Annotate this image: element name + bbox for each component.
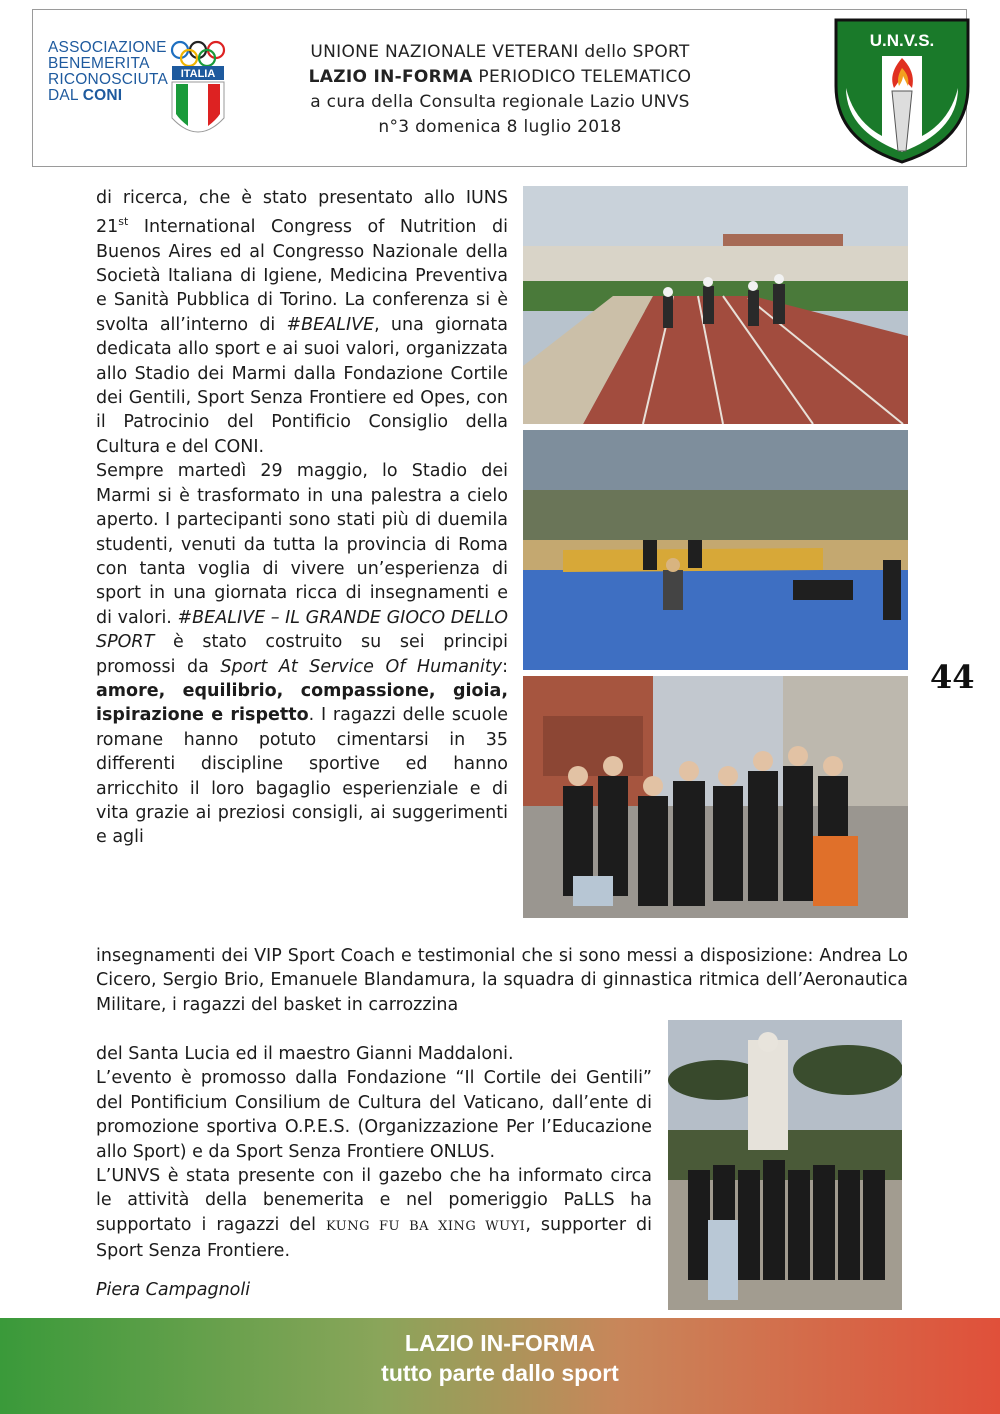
p2-part-b: è stato costruito su sei principi promossi da (96, 632, 508, 677)
article-paragraph-1 (96, 186, 508, 459)
footer-title: LAZIO IN-FORMA (404, 1330, 596, 1356)
coni-line-4 (48, 88, 168, 104)
header-line-2-bold: LAZIO IN-FORMA (308, 67, 473, 87)
photo-statue-group (668, 1020, 902, 1310)
article-full-width-text (96, 944, 908, 1017)
footer-subtitle: tutto parte dallo sport (381, 1360, 619, 1386)
p6-part-a: L’UNVS è stata presente con il gazebo che ha informato circa le attività della benemerita e nel pomeriggio PaLLS ha supportato i ragazzi del (96, 1166, 652, 1235)
article-column-text (96, 186, 508, 850)
p2-part-a: Sempre martedì 29 maggio, lo Stadio dei Marmi si è trasformato in una palestra a cielo aperto. I partecipanti sono stati più di duemila studenti, venuti da tutta la provincia di Roma con tanta voglia di vivere un’esperienza di sport in una giornata ricca di insegnamenti e di valori. (96, 461, 508, 628)
article-lower-text (96, 1042, 652, 1264)
p6-part-b: , supporter di Sport Senza Frontiere. (96, 1214, 652, 1262)
p1-part-b: International Congress of Nutrition di Buenos Aires ed al Congresso Nazionale della Società Italiana di Igiene, Medicina Preventiva e Sanità Pubblica di Torino. La conferenza si è svolta all’interno di (96, 217, 508, 335)
coni-line-1: ASSOCIAZIONE (48, 39, 167, 56)
header-line-2-rest: PERIODICO TELEMATICO (472, 67, 692, 87)
p2-part-d: . I ragazzi delle scuole romane hanno potuto cimentarsi in 35 differenti discipline sportive ed hanno arricchito il loro bagaglio esperienziale e di vita grazie ai preziosi consigli, ai suggerimenti e agli (96, 705, 508, 848)
p1-hashtag: #BEALIVE (286, 314, 375, 335)
coni-line-2: BENEMERITA (48, 55, 150, 72)
p2-italic-title: #BEALIVE – IL GRANDE GIOCO DELLO SPORT (96, 607, 508, 653)
p2-italic-org: Sport At Service Of Humanity (220, 656, 503, 677)
shield-label: U.N.V.S. (869, 31, 935, 50)
page-number: 44 (930, 658, 975, 696)
coni-line-4-bold: CONI (82, 87, 123, 104)
header-line-2 (250, 65, 750, 90)
header-title-block (250, 40, 750, 140)
article-signature: Piera Campagnoli (96, 1280, 251, 1300)
article-paragraph-3: insegnamenti dei VIP Sport Coach e testimonial che si sono messi a disposizione: Andrea Lo Cicero, Sergio Brio, Emanuele Blandamura, la squadra di ginnastica ritmica dell’Aeronautica Militare, i ragazzi del basket in carrozzina (96, 946, 908, 1015)
coni-badge-text: ITALIA (180, 68, 216, 80)
photo-running-track (523, 186, 908, 424)
article-paragraph-5: L’evento è promosso dalla Fondazione “Il Cortile dei Gentili” del Pontificium Consilium de Cultura del Vaticano, dall’ente di promozione sportiva O.P.E.S. (Organizzazione Per l’Educazione allo Sport) e da Sport Senza Frontiere ONLUS. (96, 1068, 652, 1162)
header-line-3: a cura della Consulta regionale Lazio UNVS (310, 92, 690, 112)
p1-part-a: di ricerca, che è stato presentato allo IUNS 21 (96, 188, 508, 238)
p2-bold-principles: amore, equilibrio, compassione, gioia, ispirazione e rispetto (96, 680, 508, 726)
header-line-4: n°3 domenica 8 luglio 2018 (378, 117, 622, 137)
article-paragraph-6 (96, 1164, 652, 1264)
coni-line-4-prefix: DAL (48, 87, 83, 104)
photo-group-kungfu (523, 676, 908, 918)
p1-superscript: st (118, 215, 129, 229)
p6-kungfu-name: KUNG FU BA XING WUYI (326, 1218, 526, 1234)
footer-banner (0, 1318, 1000, 1414)
coni-line-3: RICONOSCIUTA (48, 71, 169, 88)
header-line-1: UNIONE NAZIONALE VETERANI dello SPORT (310, 42, 690, 62)
p2-part-c: : (502, 656, 509, 677)
p1-part-c: , una giornata dedicata allo sport e ai suoi valori, organizzata allo Stadio dei Marmi dalla Fondazione Cortile dei Gentili, Sport Senza Frontiere ed Opes, con il Patrocinio del Pontificio Consiglio della Cultura e del CONI. (96, 314, 508, 457)
photo-mats-stretching (523, 430, 908, 670)
unvs-shield-logo (832, 16, 972, 166)
article-paragraph-4: del Santa Lucia ed il maestro Gianni Maddaloni. (96, 1044, 514, 1064)
coni-logo-text (48, 40, 168, 104)
article-paragraph-2 (96, 459, 508, 850)
